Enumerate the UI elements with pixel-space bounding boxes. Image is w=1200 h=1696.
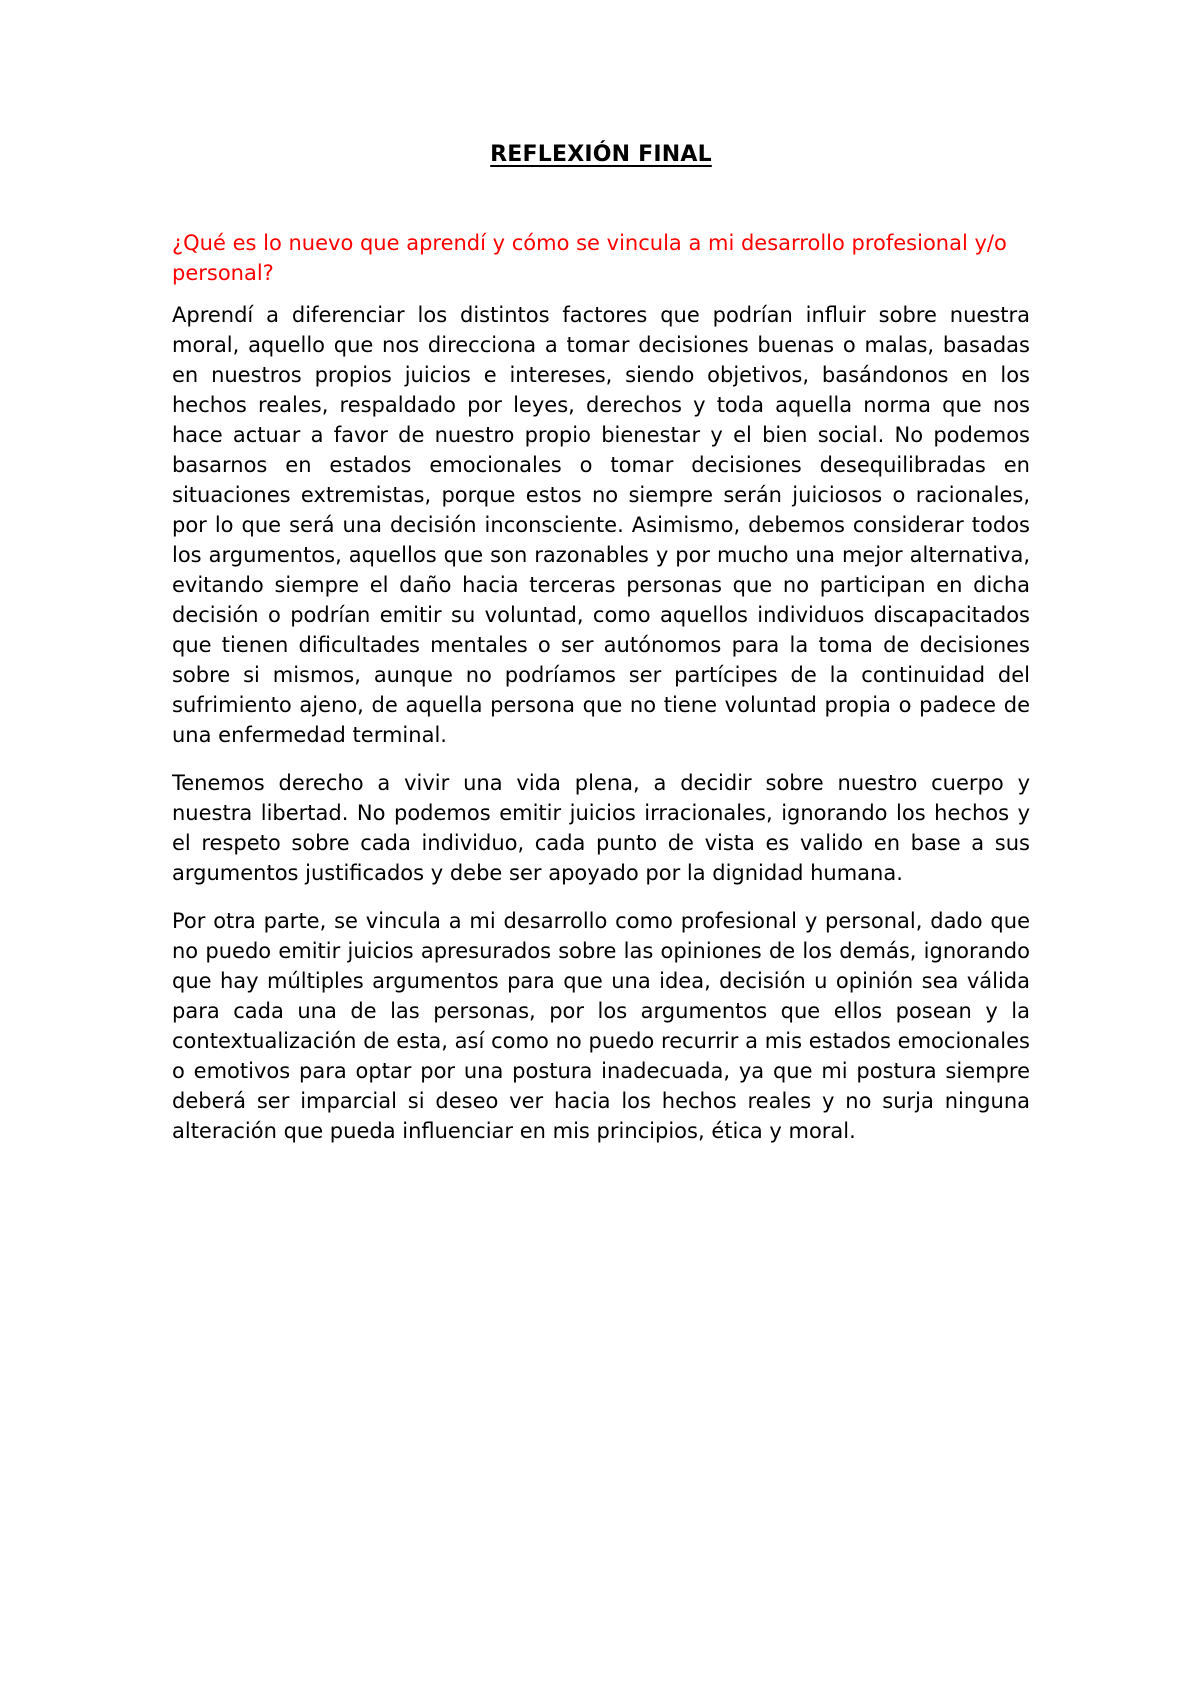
document-content (172, 140, 1030, 1164)
paragraph-1: Aprendí a diferenciar los distintos factores que podrían influir sobre nuestra moral, aquello que nos direcciona a tomar decisiones buenas o malas, basadas en nuestros propios juicios e intereses, siendo objetivos, basándonos en los hechos reales, respaldado por leyes, derechos y toda aquella norma que nos hace actuar a favor de nuestro propio bienestar y el bien social. No podemos basarnos en estados emocionales o tomar decisiones desequilibradas en situaciones extremistas, porque estos no siempre serán juiciosos o racionales, por lo que será una decisión inconsciente. Asimismo, debemos considerar todos los argumentos, aquellos que son razonables y por mucho una mejor alternativa, evitando siempre el daño hacia terceras personas que no participan en dicha decisión o podrían emitir su voluntad, como aquellos individuos discapacitados que tienen dificultades mentales o ser autónomos para la toma de decisiones sobre si mismos, aunque no podríamos ser partícipes de la continuidad del sufrimiento ajeno, de aquella persona que no tiene voluntad propia o padece de una enfermedad terminal. (172, 303, 1030, 747)
guiding-question: ¿Qué es lo nuevo que aprendí y cómo se vincula a mi desarrollo profesional y/o personal? (172, 231, 1007, 285)
paragraph-2: Tenemos derecho a vivir una vida plena, a decidir sobre nuestro cuerpo y nuestra libertad. No podemos emitir juicios irracionales, ignorando los hechos y el respeto sobre cada individuo, cada punto de vista es valido en base a sus argumentos justificados y debe ser apoyado por la dignidad humana. (172, 771, 1030, 885)
paragraph-3: Por otra parte, se vincula a mi desarrollo como profesional y personal, dado que no puedo emitir juicios apresurados sobre las opiniones de los demás, ignorando que hay múltiples argumentos para que una idea, decisión u opinión sea válida para cada una de las personas, por los argumentos que ellos posean y la contextualización de esta, así como no puedo recurrir a mis estados emocionales o emotivos para optar por una postura inadecuada, ya que mi postura siempre deberá ser imparcial si deseo ver hacia los hechos reales y no surja ninguna alteración que pueda influenciar en mis principios, ética y moral. (172, 909, 1030, 1143)
document-title: REFLEXIÓN FINAL (490, 142, 712, 167)
